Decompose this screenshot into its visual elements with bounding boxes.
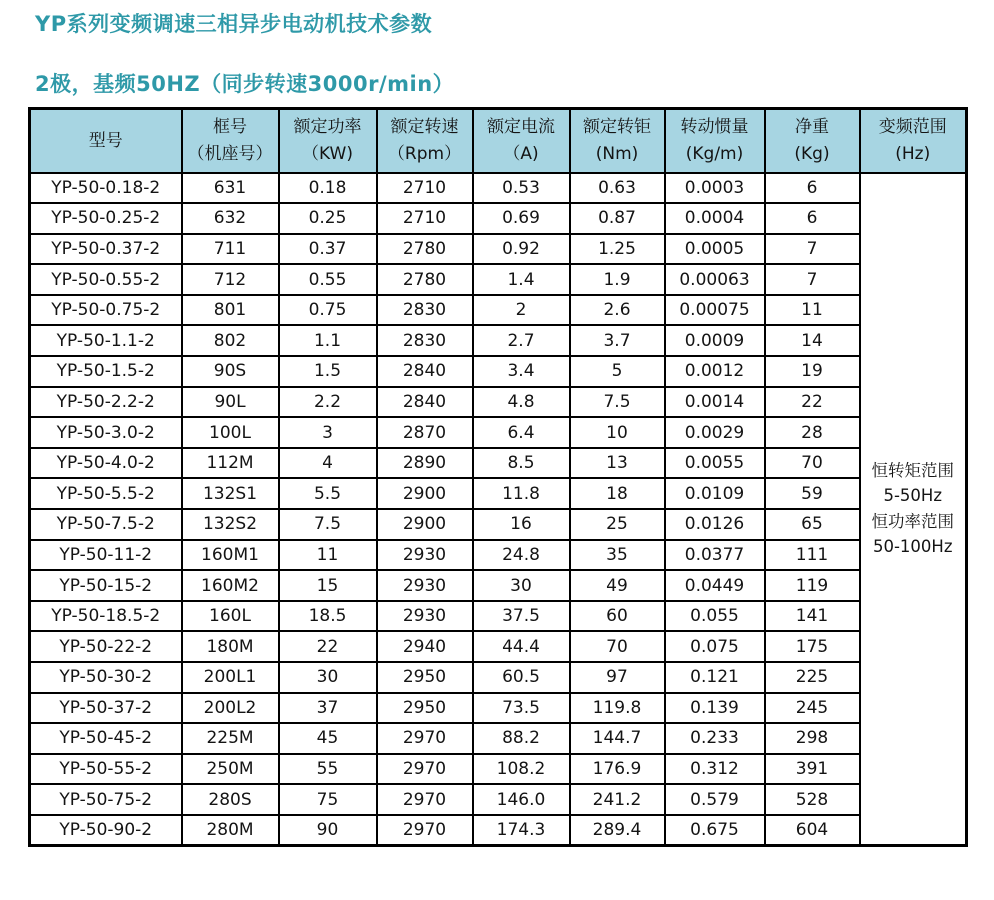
value-cell: 2890: [377, 448, 473, 479]
value-cell: 0.0126: [665, 509, 765, 540]
model-cell: YP-50-4.0-2: [30, 448, 182, 479]
value-cell: 0.63: [570, 173, 665, 204]
page-title: YP系列变频调速三相异步电动机技术参数: [35, 12, 433, 36]
model-cell: YP-50-5.5-2: [30, 478, 182, 509]
value-cell: 174.3: [473, 815, 570, 846]
value-cell: 0.53: [473, 173, 570, 204]
value-cell: 0.121: [665, 662, 765, 693]
value-cell: 22: [765, 387, 860, 418]
value-cell: 2970: [377, 754, 473, 785]
value-cell: 528: [765, 784, 860, 815]
value-cell: 280S: [182, 784, 279, 815]
value-cell: 90L: [182, 387, 279, 418]
value-cell: 108.2: [473, 754, 570, 785]
value-cell: 0.139: [665, 693, 765, 724]
value-cell: 10: [570, 417, 665, 448]
value-cell: 0.92: [473, 234, 570, 265]
table-row: [30, 203, 967, 234]
value-cell: 2830: [377, 295, 473, 326]
table-row: [30, 784, 967, 815]
value-cell: 0.675: [665, 815, 765, 846]
frequency-range-note-line: 恒转矩范围: [871, 460, 954, 480]
value-cell: 175: [765, 631, 860, 662]
value-cell: 0.55: [279, 264, 377, 295]
value-cell: 2950: [377, 693, 473, 724]
value-cell: 2930: [377, 540, 473, 571]
col-header-rated-current: 额定电流 （A): [473, 109, 570, 173]
value-cell: 70: [570, 631, 665, 662]
model-cell: YP-50-45-2: [30, 723, 182, 754]
value-cell: 18.5: [279, 601, 377, 632]
value-cell: 70: [765, 448, 860, 479]
value-cell: 2870: [377, 417, 473, 448]
col-header-model: [30, 109, 182, 173]
frequency-range-note-line: 50-100Hz: [872, 537, 953, 557]
table-row: [30, 387, 967, 418]
value-cell: 22: [279, 631, 377, 662]
value-cell: 0.37: [279, 234, 377, 265]
value-cell: 90: [279, 815, 377, 846]
frequency-range-note-line: 恒功率范围: [871, 511, 954, 531]
value-cell: 146.0: [473, 784, 570, 815]
table-row: [30, 754, 967, 785]
value-cell: 7: [765, 234, 860, 265]
table-row: [30, 448, 967, 479]
value-cell: 49: [570, 570, 665, 601]
value-cell: 132S2: [182, 509, 279, 540]
value-cell: 160M2: [182, 570, 279, 601]
value-cell: 1.9: [570, 264, 665, 295]
value-cell: 0.055: [665, 601, 765, 632]
col-header-model-label: 型号: [88, 130, 123, 151]
value-cell: 0.0004: [665, 203, 765, 234]
value-cell: 11: [279, 540, 377, 571]
value-cell: 632: [182, 203, 279, 234]
col-header-inertia: 转动惯量 (Kg/m): [665, 109, 765, 173]
model-cell: YP-50-0.55-2: [30, 264, 182, 295]
value-cell: 200L2: [182, 693, 279, 724]
value-cell: 2970: [377, 723, 473, 754]
value-cell: 37.5: [473, 601, 570, 632]
value-cell: 298: [765, 723, 860, 754]
value-cell: 144.7: [570, 723, 665, 754]
value-cell: 391: [765, 754, 860, 785]
value-cell: 0.75: [279, 295, 377, 326]
value-cell: 2710: [377, 173, 473, 204]
value-cell: 60: [570, 601, 665, 632]
value-cell: 0.00063: [665, 264, 765, 295]
value-cell: 5: [570, 356, 665, 387]
value-cell: 6.4: [473, 417, 570, 448]
value-cell: 0.0014: [665, 387, 765, 418]
value-cell: 1.1: [279, 325, 377, 356]
value-cell: 7: [765, 264, 860, 295]
value-cell: 0.0055: [665, 448, 765, 479]
table-row: [30, 723, 967, 754]
model-cell: YP-50-15-2: [30, 570, 182, 601]
value-cell: 0.69: [473, 203, 570, 234]
value-cell: 4: [279, 448, 377, 479]
value-cell: 2900: [377, 509, 473, 540]
value-cell: 8.5: [473, 448, 570, 479]
value-cell: 2940: [377, 631, 473, 662]
value-cell: 0.0029: [665, 417, 765, 448]
table-row: [30, 264, 967, 295]
table-row: [30, 540, 967, 571]
value-cell: 18: [570, 478, 665, 509]
table-row: [30, 570, 967, 601]
value-cell: 280M: [182, 815, 279, 846]
value-cell: 132S1: [182, 478, 279, 509]
value-cell: 97: [570, 662, 665, 693]
model-cell: YP-50-18.5-2: [30, 601, 182, 632]
value-cell: 119: [765, 570, 860, 601]
value-cell: 225: [765, 662, 860, 693]
value-cell: 1.4: [473, 264, 570, 295]
value-cell: 245: [765, 693, 860, 724]
value-cell: 631: [182, 173, 279, 204]
value-cell: 0.0109: [665, 478, 765, 509]
value-cell: 6: [765, 173, 860, 204]
value-cell: 0.0012: [665, 356, 765, 387]
model-cell: YP-50-3.0-2: [30, 417, 182, 448]
value-cell: 28: [765, 417, 860, 448]
value-cell: 30: [473, 570, 570, 601]
model-cell: YP-50-1.1-2: [30, 325, 182, 356]
model-cell: YP-50-7.5-2: [30, 509, 182, 540]
table-row: [30, 356, 967, 387]
motor-spec-table: [28, 107, 968, 847]
value-cell: 0.233: [665, 723, 765, 754]
value-cell: 0.25: [279, 203, 377, 234]
model-cell: YP-50-11-2: [30, 540, 182, 571]
col-header-rated-speed: 额定转速 （Rpm）: [377, 109, 473, 173]
value-cell: 160L: [182, 601, 279, 632]
value-cell: 802: [182, 325, 279, 356]
table-row: [30, 478, 967, 509]
value-cell: 241.2: [570, 784, 665, 815]
value-cell: 112M: [182, 448, 279, 479]
value-cell: 0.87: [570, 203, 665, 234]
value-cell: 2.6: [570, 295, 665, 326]
table-row: [30, 325, 967, 356]
model-cell: YP-50-37-2: [30, 693, 182, 724]
table-row: [30, 234, 967, 265]
table-row: [30, 509, 967, 540]
value-cell: 2950: [377, 662, 473, 693]
model-cell: YP-50-55-2: [30, 754, 182, 785]
value-cell: 2930: [377, 570, 473, 601]
value-cell: 19: [765, 356, 860, 387]
col-header-freq-range: 变频范围 (Hz): [860, 109, 967, 173]
value-cell: 11: [765, 295, 860, 326]
value-cell: 2830: [377, 325, 473, 356]
value-cell: 0.0009: [665, 325, 765, 356]
value-cell: 88.2: [473, 723, 570, 754]
value-cell: 90S: [182, 356, 279, 387]
value-cell: 3.7: [570, 325, 665, 356]
value-cell: 13: [570, 448, 665, 479]
header-row: [30, 109, 967, 173]
value-cell: 119.8: [570, 693, 665, 724]
model-cell: YP-50-22-2: [30, 631, 182, 662]
value-cell: 11.8: [473, 478, 570, 509]
value-cell: 2.2: [279, 387, 377, 418]
value-cell: 0.0449: [665, 570, 765, 601]
model-cell: YP-50-0.18-2: [30, 173, 182, 204]
value-cell: 73.5: [473, 693, 570, 724]
value-cell: 0.312: [665, 754, 765, 785]
value-cell: 180M: [182, 631, 279, 662]
value-cell: 160M1: [182, 540, 279, 571]
value-cell: 75: [279, 784, 377, 815]
table-row: [30, 631, 967, 662]
value-cell: 801: [182, 295, 279, 326]
value-cell: 2970: [377, 815, 473, 846]
value-cell: 141: [765, 601, 860, 632]
value-cell: 7.5: [570, 387, 665, 418]
model-cell: YP-50-90-2: [30, 815, 182, 846]
value-cell: 5.5: [279, 478, 377, 509]
value-cell: 2710: [377, 203, 473, 234]
model-cell: YP-50-0.75-2: [30, 295, 182, 326]
table-row: [30, 295, 967, 326]
value-cell: 2900: [377, 478, 473, 509]
value-cell: 4.8: [473, 387, 570, 418]
value-cell: 712: [182, 264, 279, 295]
section-subtitle: 2极，基频50HZ（同步转速3000r/min）: [35, 72, 455, 96]
value-cell: 225M: [182, 723, 279, 754]
value-cell: 59: [765, 478, 860, 509]
value-cell: 0.0005: [665, 234, 765, 265]
value-cell: 176.9: [570, 754, 665, 785]
model-cell: YP-50-75-2: [30, 784, 182, 815]
value-cell: 100L: [182, 417, 279, 448]
model-cell: YP-50-1.5-2: [30, 356, 182, 387]
value-cell: 55: [279, 754, 377, 785]
value-cell: 6: [765, 203, 860, 234]
table-row: [30, 417, 967, 448]
model-cell: YP-50-0.25-2: [30, 203, 182, 234]
value-cell: 0.18: [279, 173, 377, 204]
value-cell: 604: [765, 815, 860, 846]
value-cell: 7.5: [279, 509, 377, 540]
value-cell: 0.579: [665, 784, 765, 815]
value-cell: 2: [473, 295, 570, 326]
value-cell: 44.4: [473, 631, 570, 662]
value-cell: 3.4: [473, 356, 570, 387]
value-cell: 35: [570, 540, 665, 571]
value-cell: 0.00075: [665, 295, 765, 326]
value-cell: 0.075: [665, 631, 765, 662]
value-cell: 1.25: [570, 234, 665, 265]
col-header-net-weight: 净重 (Kg): [765, 109, 860, 173]
value-cell: 24.8: [473, 540, 570, 571]
frequency-range-note: [860, 173, 967, 846]
value-cell: 711: [182, 234, 279, 265]
value-cell: 200L1: [182, 662, 279, 693]
frequency-range-note-line: 5-50Hz: [883, 486, 942, 506]
value-cell: 0.0003: [665, 173, 765, 204]
model-cell: YP-50-30-2: [30, 662, 182, 693]
table-row: [30, 173, 967, 204]
value-cell: 65: [765, 509, 860, 540]
table-row: [30, 601, 967, 632]
table-row: [30, 662, 967, 693]
value-cell: 2840: [377, 356, 473, 387]
value-cell: 2780: [377, 234, 473, 265]
value-cell: 250M: [182, 754, 279, 785]
value-cell: 45: [279, 723, 377, 754]
col-header-frame: 框号 （机座号）: [182, 109, 279, 173]
value-cell: 3: [279, 417, 377, 448]
value-cell: 25: [570, 509, 665, 540]
value-cell: 111: [765, 540, 860, 571]
value-cell: 1.5: [279, 356, 377, 387]
model-cell: YP-50-2.2-2: [30, 387, 182, 418]
value-cell: 15: [279, 570, 377, 601]
table-row: [30, 693, 967, 724]
value-cell: 2930: [377, 601, 473, 632]
model-cell: YP-50-0.37-2: [30, 234, 182, 265]
col-header-rated-torque: 额定转钜 (Nm): [570, 109, 665, 173]
value-cell: 2.7: [473, 325, 570, 356]
table-row: [30, 815, 967, 846]
value-cell: 289.4: [570, 815, 665, 846]
value-cell: 14: [765, 325, 860, 356]
value-cell: 0.0377: [665, 540, 765, 571]
value-cell: 2970: [377, 784, 473, 815]
col-header-rated-power: 额定功率 （KW): [279, 109, 377, 173]
value-cell: 16: [473, 509, 570, 540]
value-cell: 37: [279, 693, 377, 724]
value-cell: 60.5: [473, 662, 570, 693]
value-cell: 30: [279, 662, 377, 693]
value-cell: 2840: [377, 387, 473, 418]
value-cell: 2780: [377, 264, 473, 295]
